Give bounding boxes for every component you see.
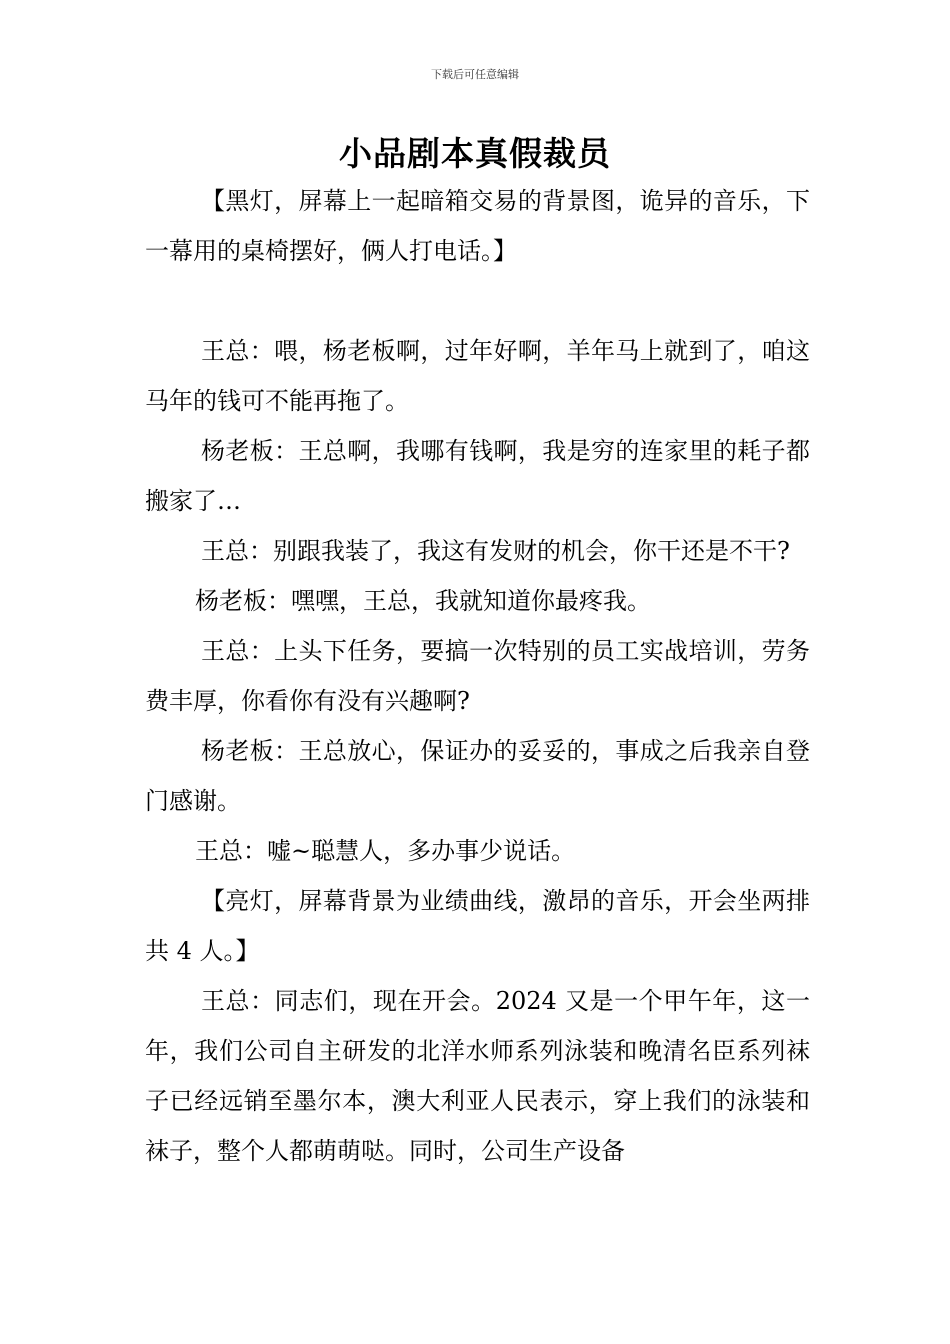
dialogue-line-1: 王总：喂，杨老板啊，过年好啊，羊年马上就到了，咱这马年的钱可不能再拖了。 xyxy=(145,337,810,415)
dialogue-line-2: 杨老板：王总啊，我哪有钱啊，我是穷的连家里的耗子都搬家了… xyxy=(145,437,810,515)
dialogue-line-6: 杨老板：王总放心，保证办的妥妥的，事成之后我亲自登门感谢。 xyxy=(145,737,810,815)
document-title: 小品剧本真假裁员 xyxy=(339,134,611,173)
dialogue-line-7: 王总：嘘~聪慧人，多办事少说话。 xyxy=(195,837,576,865)
document-body xyxy=(145,176,810,1176)
dialogue-line-4: 杨老板：嘿嘿，王总，我就知道你最疼我。 xyxy=(195,587,651,615)
blank-line xyxy=(145,276,810,326)
stage-direction-1: 【黑灯，屏幕上一起暗箱交易的背景图，诡异的音乐，下一幕用的桌椅摆好，俩人打电话。】 xyxy=(145,187,810,265)
dialogue-line-5: 王总：上头下任务，要搞一次特别的员工实战培训，劳务费丰厚，你看你有没有兴趣啊? xyxy=(145,637,810,715)
header-note: 下载后可任意编辑 xyxy=(431,68,519,81)
dialogue-line-8: 王总：同志们，现在开会。2024 又是一个甲午年，这一年，我们公司自主研发的北洋水师系列泳装和晚清名臣系列袜子已经远销至墨尔本，澳大利亚人民表示，穿上我们的泳装和袜子，整个人都萌萌哒。同时，公司生产设备 xyxy=(145,987,810,1165)
stage-direction-2: 【亮灯，屏幕背景为业绩曲线，激昂的音乐，开会坐两排共 4 人。】 xyxy=(145,887,810,965)
dialogue-line-3: 王总：别跟我装了，我这有发财的机会，你干还是不干? xyxy=(201,537,790,565)
